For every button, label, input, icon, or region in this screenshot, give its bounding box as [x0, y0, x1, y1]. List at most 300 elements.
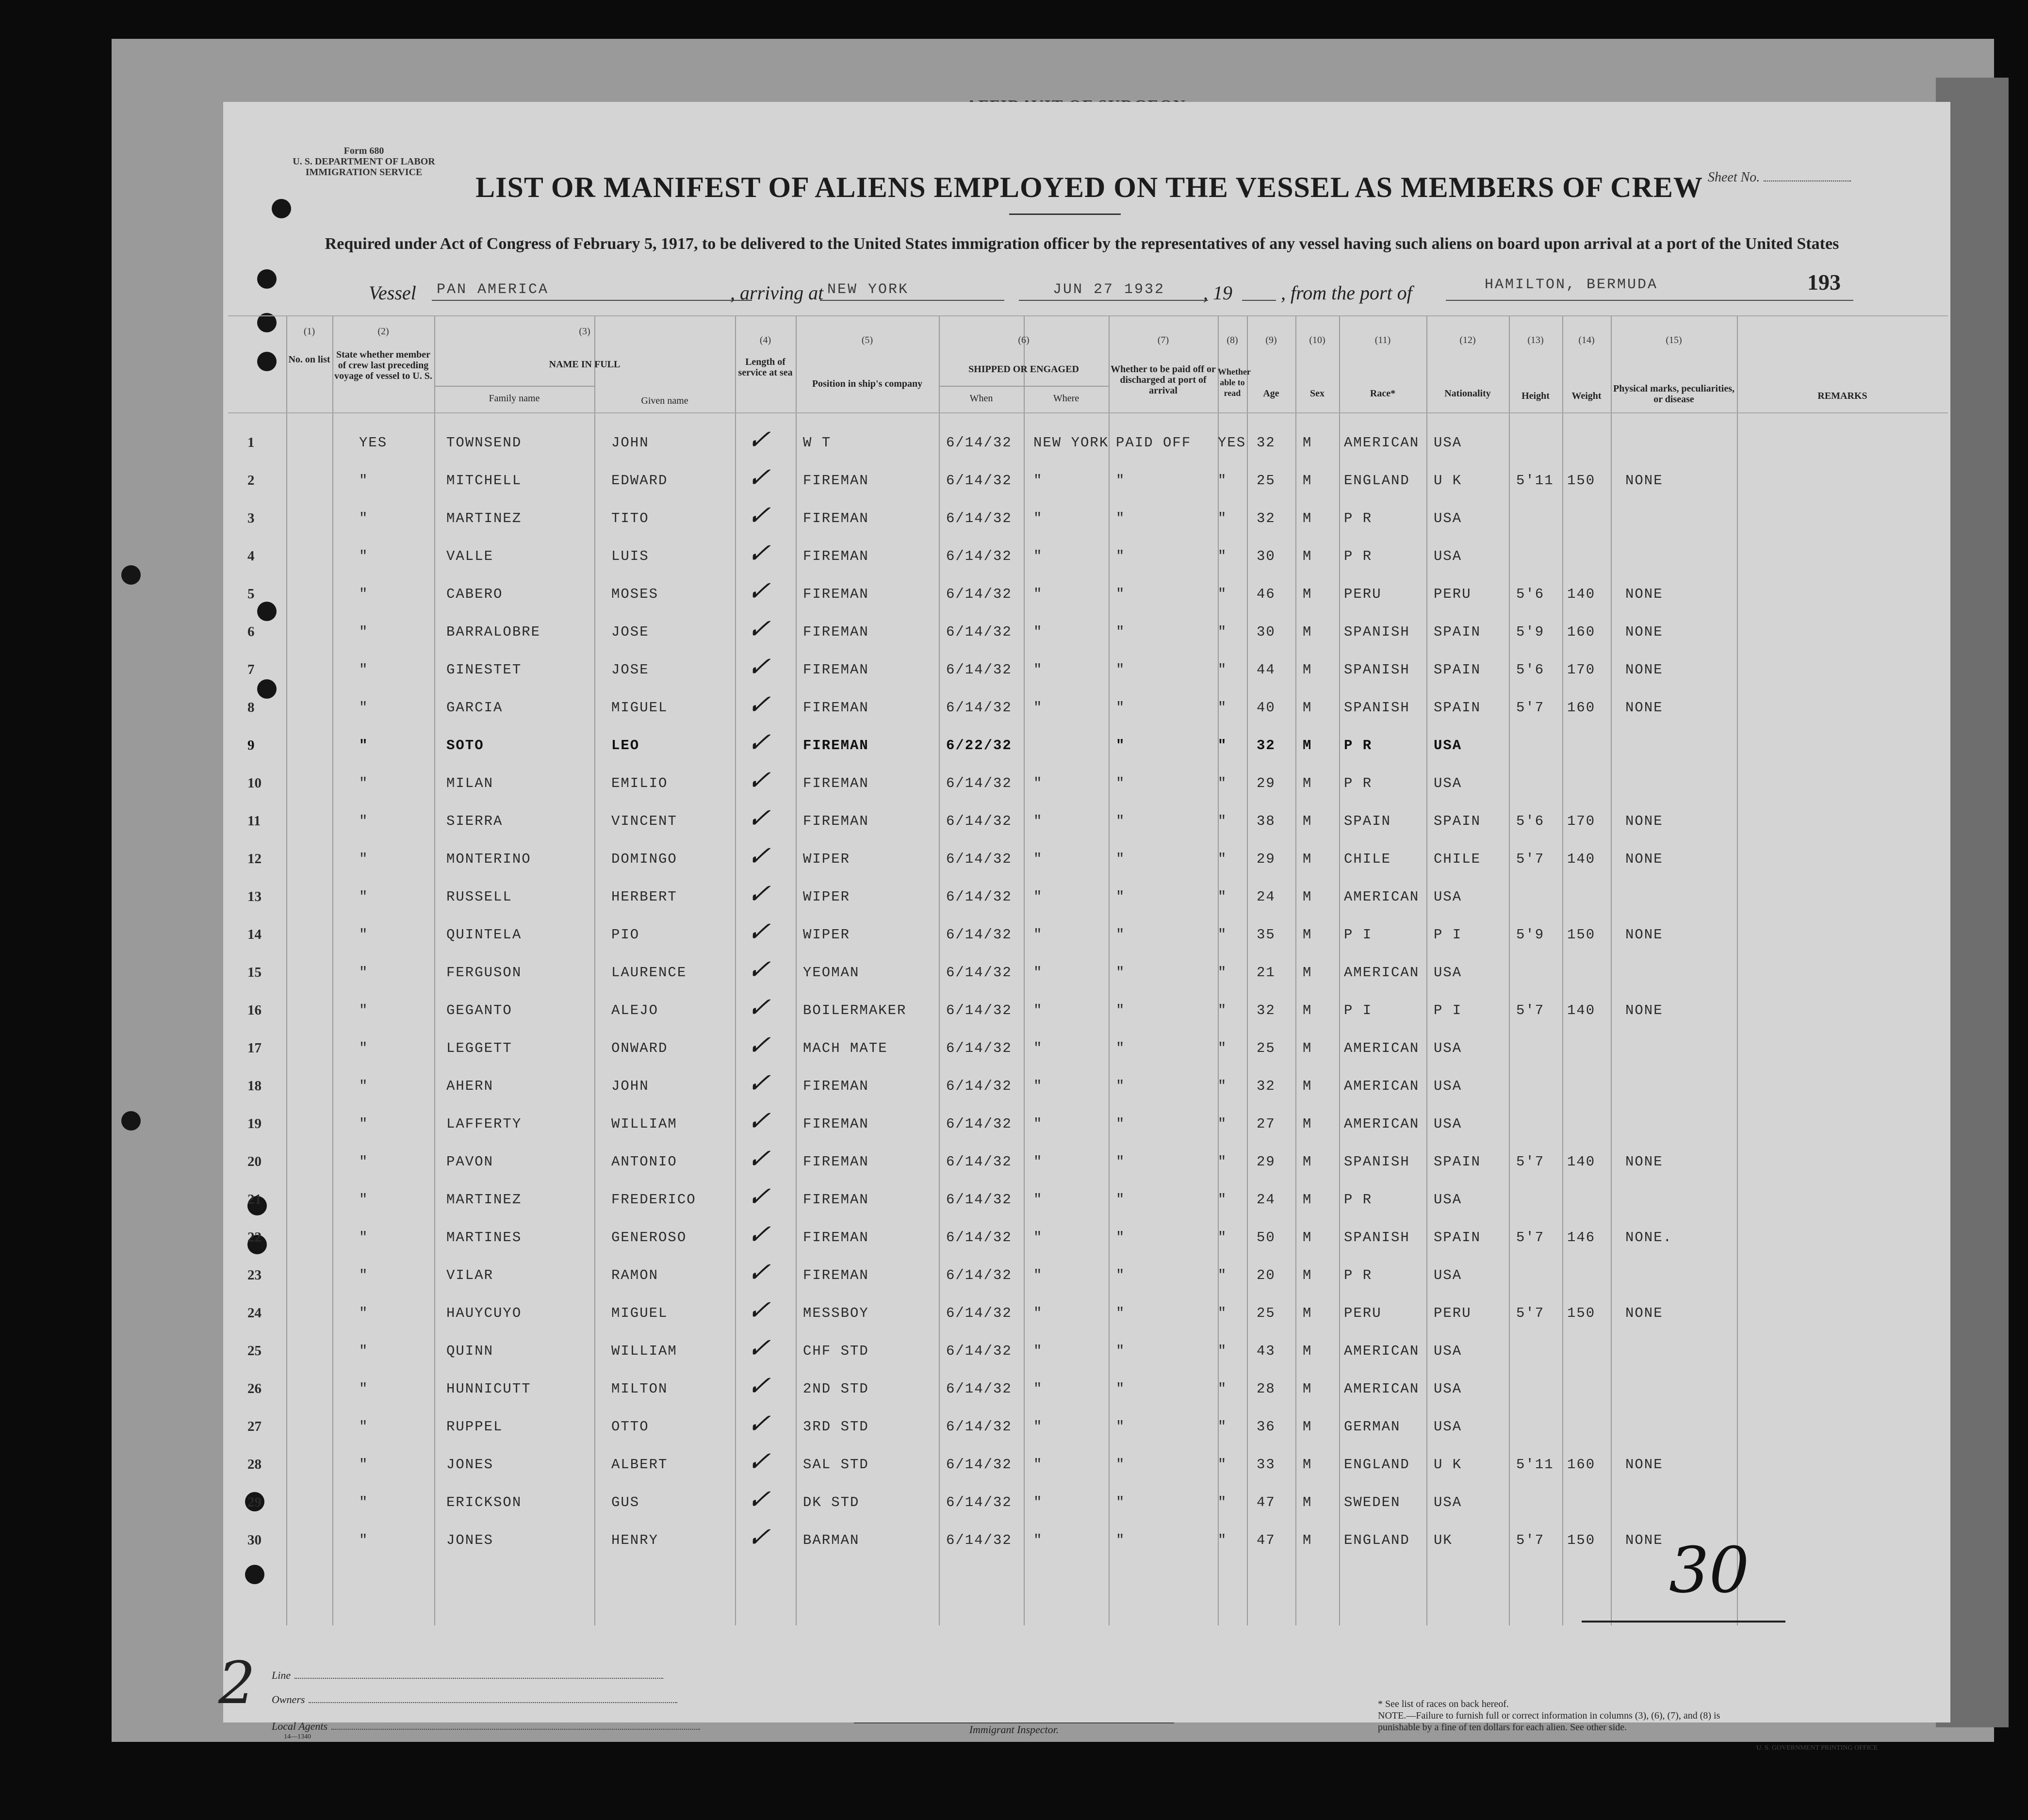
cell-paid: ": [1116, 1532, 1126, 1548]
cell-family: QUINTELA: [446, 927, 522, 943]
cell-read: ": [1218, 586, 1227, 602]
cell-nat: USA: [1434, 435, 1462, 451]
cell-sex: M: [1303, 965, 1312, 981]
table-row: [228, 1028, 1948, 1066]
cell-service: ✓: [744, 1067, 779, 1099]
cell-position: MACH MATE: [803, 1040, 888, 1056]
cell-paid: ": [1116, 662, 1126, 678]
cell-sex: M: [1303, 775, 1312, 791]
cell-family: MARTINEZ: [446, 510, 522, 526]
cell-paid: ": [1116, 1419, 1126, 1435]
cell-read: ": [1218, 548, 1227, 564]
cell-position: FIREMAN: [803, 1154, 869, 1170]
cell-when: 6/14/32: [946, 1267, 1012, 1283]
vessel-info-line: [369, 277, 1853, 311]
cell-where: ": [1033, 889, 1043, 905]
cell-height: 5'11: [1516, 473, 1554, 489]
cell-no: 6: [247, 624, 255, 639]
cell-given: JOSE: [611, 624, 649, 640]
cell-no: 4: [247, 548, 255, 564]
cell-service: ✓: [744, 1181, 779, 1213]
cell-nat: USA: [1434, 889, 1462, 905]
cell-where: ": [1033, 662, 1043, 678]
cell-service: ✓: [744, 689, 779, 721]
cell-where: ": [1033, 1419, 1043, 1435]
cell-given: EMILIO: [611, 775, 668, 791]
cell-no: 29: [247, 1494, 262, 1510]
column-number: (14): [1578, 335, 1595, 345]
cell-service: ✓: [744, 424, 779, 456]
margin-mark: 2: [218, 1650, 256, 1717]
cell-nat: U K: [1434, 1457, 1462, 1473]
cell-nat: USA: [1434, 1494, 1462, 1510]
cell-sex: M: [1303, 889, 1312, 905]
cell-family: HAUYCUYO: [446, 1305, 522, 1321]
cell-service: ✓: [744, 916, 779, 948]
cell-position: SAL STD: [803, 1457, 869, 1473]
cell-no: 26: [247, 1381, 262, 1396]
cell-sex: M: [1303, 700, 1312, 716]
cell-given: OTTO: [611, 1419, 649, 1435]
cell-paid: ": [1116, 1078, 1126, 1094]
cell-race: ENGLAND: [1344, 1457, 1410, 1473]
cell-prev: ": [359, 738, 369, 754]
cell-height: 5'7: [1516, 1002, 1545, 1018]
cell-position: FIREMAN: [803, 700, 869, 716]
cell-no: 24: [247, 1305, 262, 1321]
cell-prev: ": [359, 548, 369, 564]
sheet-label: Sheet No.: [1708, 170, 1760, 185]
cell-prev: ": [359, 1154, 369, 1170]
cell-given: HERBERT: [611, 889, 677, 905]
cell-nat: USA: [1434, 1343, 1462, 1359]
cell-when: 6/14/32: [946, 473, 1012, 489]
cell-service: ✓: [744, 878, 779, 910]
cell-position: WIPER: [803, 889, 850, 905]
table-row: [228, 1406, 1948, 1444]
cell-race: GERMAN: [1344, 1419, 1401, 1435]
cell-when: 6/14/32: [946, 889, 1012, 905]
cell-race: AMERICAN: [1344, 889, 1420, 905]
cell-family: ERICKSON: [446, 1494, 522, 1510]
cell-given: MIGUEL: [611, 1305, 668, 1321]
cell-marks: NONE: [1625, 624, 1663, 640]
cell-service: ✓: [744, 575, 779, 607]
cell-given: GENEROSO: [611, 1230, 687, 1246]
table-row: [228, 914, 1948, 952]
cell-age: 29: [1257, 1154, 1276, 1170]
cell-age: 46: [1257, 586, 1276, 602]
cell-marks: NONE: [1625, 1154, 1663, 1170]
cell-prev: ": [359, 1381, 369, 1397]
vessel-name: PAN AMERICA: [437, 281, 549, 298]
cell-nat: USA: [1434, 1419, 1462, 1435]
local-agents-label: Local Agents: [272, 1720, 328, 1732]
column-number: (2): [377, 326, 389, 337]
column-number: (13): [1527, 335, 1544, 345]
cell-when: 6/14/32: [946, 662, 1012, 678]
cell-given: EDWARD: [611, 473, 668, 489]
cell-age: 25: [1257, 473, 1276, 489]
cell-when: 6/14/32: [946, 700, 1012, 716]
printer-imprint: U. S. GOVERNMENT PRINTING OFFICE: [1756, 1744, 1878, 1752]
cell-service: ✓: [744, 1522, 779, 1553]
cell-sex: M: [1303, 473, 1312, 489]
cell-when: 6/14/32: [946, 1230, 1012, 1246]
cell-paid: ": [1116, 1154, 1126, 1170]
owners-field: [272, 1693, 677, 1706]
table-row: [228, 1482, 1948, 1520]
cell-nat: P I: [1434, 927, 1462, 943]
arrival-port: NEW YORK: [827, 281, 909, 298]
cell-no: 19: [247, 1116, 262, 1131]
cell-no: 25: [247, 1343, 262, 1359]
cell-read: ": [1218, 1078, 1227, 1094]
cell-height: 5'6: [1516, 662, 1545, 678]
cell-when: 6/14/32: [946, 1078, 1012, 1094]
cell-prev: ": [359, 473, 369, 489]
cell-height: 5'9: [1516, 927, 1545, 943]
column-number: (7): [1157, 335, 1169, 345]
line-field: [272, 1669, 663, 1682]
table-row: [228, 687, 1948, 725]
cell-prev: ": [359, 1267, 369, 1283]
total-underline: [1582, 1621, 1785, 1623]
table-row: [228, 990, 1948, 1028]
col-header-family-name: Family name: [489, 393, 540, 404]
cell-age: 36: [1257, 1419, 1276, 1435]
cell-weight: 140: [1567, 851, 1596, 867]
cell-when: 6/14/32: [946, 1154, 1012, 1170]
cell-where: ": [1033, 1002, 1043, 1018]
cell-race: SPANISH: [1344, 1154, 1410, 1170]
cell-sex: M: [1303, 548, 1312, 564]
cell-marks: NONE.: [1625, 1230, 1673, 1246]
cell-where: ": [1033, 1343, 1043, 1359]
cell-when: 6/14/32: [946, 775, 1012, 791]
cell-race: CHILE: [1344, 851, 1391, 867]
col-header-nationality: Nationality: [1444, 388, 1491, 399]
cell-sex: M: [1303, 1230, 1312, 1246]
cell-prev: ": [359, 1305, 369, 1321]
cell-age: 44: [1257, 662, 1276, 678]
cell-read: ": [1218, 700, 1227, 716]
column-number: (5): [861, 335, 873, 345]
cell-service: ✓: [744, 1370, 779, 1402]
cell-family: PAVON: [446, 1154, 494, 1170]
cell-when: 6/14/32: [946, 548, 1012, 564]
cell-given: VINCENT: [611, 813, 677, 829]
cell-age: 47: [1257, 1494, 1276, 1510]
cell-nat: SPAIN: [1434, 624, 1481, 640]
cell-when: 6/14/32: [946, 624, 1012, 640]
cell-no: 27: [247, 1419, 262, 1434]
cell-read: ": [1218, 510, 1227, 526]
cell-race: P R: [1344, 510, 1373, 526]
cell-position: FIREMAN: [803, 1230, 869, 1246]
cell-service: ✓: [744, 1484, 779, 1515]
cell-prev: ": [359, 1419, 369, 1435]
cell-position: MESSBOY: [803, 1305, 869, 1321]
cell-read: ": [1218, 889, 1227, 905]
cell-when: 6/14/32: [946, 1040, 1012, 1056]
cell-sex: M: [1303, 851, 1312, 867]
cell-service: ✓: [744, 840, 779, 872]
cell-no: 10: [247, 775, 262, 791]
cell-given: PIO: [611, 927, 640, 943]
cell-height: 5'6: [1516, 586, 1545, 602]
cell-read: ": [1218, 1494, 1227, 1510]
cell-paid: ": [1116, 1002, 1126, 1018]
cell-no: 30: [247, 1532, 262, 1548]
col-header-age: Age: [1263, 388, 1279, 399]
cell-age: 25: [1257, 1305, 1276, 1321]
cell-position: W T: [803, 435, 832, 451]
cell-service: ✓: [744, 651, 779, 683]
table-row: [228, 838, 1948, 876]
cell-family: MARTINEZ: [446, 1192, 522, 1208]
cell-race: AMERICAN: [1344, 1040, 1420, 1056]
cell-age: 29: [1257, 851, 1276, 867]
cell-race: AMERICAN: [1344, 1381, 1420, 1397]
cell-marks: NONE: [1625, 473, 1663, 489]
cell-when: 6/14/32: [946, 1532, 1012, 1548]
cell-given: ANTONIO: [611, 1154, 677, 1170]
cell-read: YES: [1218, 435, 1246, 451]
cell-where: ": [1033, 927, 1043, 943]
cell-position: FIREMAN: [803, 662, 869, 678]
column-number: (4): [759, 335, 771, 345]
cell-service: ✓: [744, 538, 779, 569]
cell-age: 27: [1257, 1116, 1276, 1132]
cell-read: ": [1218, 775, 1227, 791]
cell-where: ": [1033, 1154, 1043, 1170]
cell-read: ": [1218, 813, 1227, 829]
cell-age: 20: [1257, 1267, 1276, 1283]
cell-nat: USA: [1434, 510, 1462, 526]
cell-age: 30: [1257, 624, 1276, 640]
cell-no: 3: [247, 510, 255, 526]
col-header-paid-off: Whether to be paid off or discharged at port of arrival: [1111, 364, 1216, 396]
cell-when: 6/14/32: [946, 927, 1012, 943]
column-number: (11): [1374, 335, 1391, 345]
cell-family: GINESTET: [446, 662, 522, 678]
cell-sex: M: [1303, 1532, 1312, 1548]
table-row: [228, 536, 1948, 574]
cell-weight: 160: [1567, 1457, 1596, 1473]
cell-race: PERU: [1344, 586, 1382, 602]
cell-family: BARRALOBRE: [446, 624, 541, 640]
cell-service: ✓: [744, 1257, 779, 1288]
cell-paid: ": [1116, 1230, 1126, 1246]
cell-paid: ": [1116, 1494, 1126, 1510]
cell-read: ": [1218, 1267, 1227, 1283]
table-row: [228, 1330, 1948, 1368]
cell-read: ": [1218, 662, 1227, 678]
cell-paid: ": [1116, 1267, 1126, 1283]
cell-no: 21: [247, 1192, 262, 1207]
cell-sex: M: [1303, 1419, 1312, 1435]
cell-prev: ": [359, 813, 369, 829]
form-number: Form 680: [343, 146, 384, 156]
cell-sex: M: [1303, 1457, 1312, 1473]
cell-sex: M: [1303, 662, 1312, 678]
cell-position: FIREMAN: [803, 1267, 869, 1283]
cell-position: 2ND STD: [803, 1381, 869, 1397]
cell-age: 32: [1257, 738, 1276, 754]
cell-prev: ": [359, 851, 369, 867]
cell-given: MIGUEL: [611, 700, 668, 716]
cell-no: 7: [247, 662, 255, 677]
cell-weight: 146: [1567, 1230, 1596, 1246]
cell-service: ✓: [744, 1408, 779, 1440]
table-row: [228, 1103, 1948, 1141]
cell-read: ": [1218, 1154, 1227, 1170]
cell-paid: ": [1116, 1305, 1126, 1321]
cell-race: PERU: [1344, 1305, 1382, 1321]
cell-no: 23: [247, 1267, 262, 1283]
cell-prev: ": [359, 775, 369, 791]
cell-read: ": [1218, 1192, 1227, 1208]
cell-prev: ": [359, 889, 369, 905]
cell-when: 6/14/32: [946, 1343, 1012, 1359]
cell-no: 20: [247, 1154, 262, 1169]
cell-prev: ": [359, 586, 369, 602]
cell-prev: ": [359, 662, 369, 678]
cell-sex: M: [1303, 510, 1312, 526]
cell-prev: ": [359, 1532, 369, 1548]
cell-family: JONES: [446, 1532, 494, 1548]
cell-no: 11: [247, 813, 261, 829]
cell-paid: ": [1116, 851, 1126, 867]
cell-race: SPANISH: [1344, 662, 1410, 678]
cell-no: 9: [247, 738, 255, 753]
cell-read: ": [1218, 1343, 1227, 1359]
cell-prev: ": [359, 1343, 369, 1359]
cell-family: QUINN: [446, 1343, 494, 1359]
cell-age: 33: [1257, 1457, 1276, 1473]
cell-marks: NONE: [1625, 1532, 1663, 1548]
crew-manifest-table: [228, 315, 1948, 1625]
cell-where: ": [1033, 1116, 1043, 1132]
cell-nat: USA: [1434, 548, 1462, 564]
cell-age: 38: [1257, 813, 1276, 829]
cell-paid: ": [1116, 738, 1126, 754]
cell-nat: USA: [1434, 1192, 1462, 1208]
cell-age: 47: [1257, 1532, 1276, 1548]
cell-service: ✓: [744, 500, 779, 531]
cell-read: ": [1218, 624, 1227, 640]
cell-race: P I: [1344, 1002, 1373, 1018]
cell-prev: ": [359, 1230, 369, 1246]
binder-hole: [121, 1111, 141, 1131]
cell-when: 6/14/32: [946, 1116, 1012, 1132]
cell-age: 25: [1257, 1040, 1276, 1056]
cell-read: ": [1218, 1457, 1227, 1473]
table-row: [228, 574, 1948, 611]
cell-family: LAFFERTY: [446, 1116, 522, 1132]
column-number: (6): [1018, 335, 1030, 345]
arriving-label: , arriving at: [730, 282, 824, 304]
table-row: [228, 876, 1948, 914]
cell-where: ": [1033, 473, 1043, 489]
cell-age: 43: [1257, 1343, 1276, 1359]
cell-prev: ": [359, 1494, 369, 1510]
cell-nat: USA: [1434, 775, 1462, 791]
cell-read: ": [1218, 473, 1227, 489]
cell-race: AMERICAN: [1344, 435, 1420, 451]
cell-age: 32: [1257, 510, 1276, 526]
cell-height: 5'7: [1516, 1230, 1545, 1246]
cell-weight: 150: [1567, 1532, 1596, 1548]
cell-nat: P I: [1434, 1002, 1462, 1018]
cell-given: WILLIAM: [611, 1343, 677, 1359]
cell-no: 14: [247, 927, 262, 942]
cell-position: FIREMAN: [803, 813, 869, 829]
cell-when: 6/14/32: [946, 1419, 1012, 1435]
cell-position: WIPER: [803, 851, 850, 867]
cell-family: RUSSELL: [446, 889, 512, 905]
cell-read: ": [1218, 851, 1227, 867]
cell-read: ": [1218, 1532, 1227, 1548]
cell-service: ✓: [744, 803, 779, 834]
table-row: [228, 1179, 1948, 1217]
table-row: [228, 1141, 1948, 1179]
col-header-name: NAME IN FULL: [549, 359, 621, 370]
cell-service: ✓: [744, 1105, 779, 1137]
cell-read: ": [1218, 1002, 1227, 1018]
table-row: [228, 725, 1948, 763]
table-row: [228, 611, 1948, 649]
cell-age: 29: [1257, 775, 1276, 791]
cell-service: ✓: [744, 613, 779, 645]
cell-marks: NONE: [1625, 927, 1663, 943]
cell-sex: M: [1303, 1494, 1312, 1510]
cell-nat: PERU: [1434, 1305, 1472, 1321]
cell-sex: M: [1303, 1154, 1312, 1170]
cell-prev: ": [359, 1192, 369, 1208]
cell-nat: USA: [1434, 965, 1462, 981]
cell-family: FERGUSON: [446, 965, 522, 981]
cell-service: ✓: [744, 462, 779, 493]
cell-prev: ": [359, 965, 369, 981]
cell-nat: USA: [1434, 1116, 1462, 1132]
cell-family: LEGGETT: [446, 1040, 512, 1056]
cell-read: ": [1218, 1381, 1227, 1397]
cell-height: 5'11: [1516, 1457, 1554, 1473]
cell-where: ": [1033, 1230, 1043, 1246]
col-header-remarks: REMARKS: [1817, 391, 1867, 401]
cell-service: ✓: [744, 1332, 779, 1364]
cell-age: 24: [1257, 1192, 1276, 1208]
cell-weight: 150: [1567, 927, 1596, 943]
col-header-previous-voyage: State whether member of crew last preceding voyage of vessel to U. S.: [334, 349, 432, 381]
column-number: (10): [1309, 335, 1325, 345]
cell-prev: ": [359, 1040, 369, 1056]
cell-sex: M: [1303, 927, 1312, 943]
cell-family: HUNNICUTT: [446, 1381, 531, 1397]
cell-where: ": [1033, 965, 1043, 981]
cell-no: 15: [247, 965, 262, 980]
cell-weight: 160: [1567, 700, 1596, 716]
cell-paid: ": [1116, 1381, 1126, 1397]
cell-service: ✓: [744, 1143, 779, 1175]
cell-where: ": [1033, 1381, 1043, 1397]
cell-given: JOHN: [611, 435, 649, 451]
inspector-signature-line: Immigrant Inspector.: [854, 1722, 1174, 1736]
cell-family: AHERN: [446, 1078, 494, 1094]
column-number: (3): [579, 326, 590, 337]
